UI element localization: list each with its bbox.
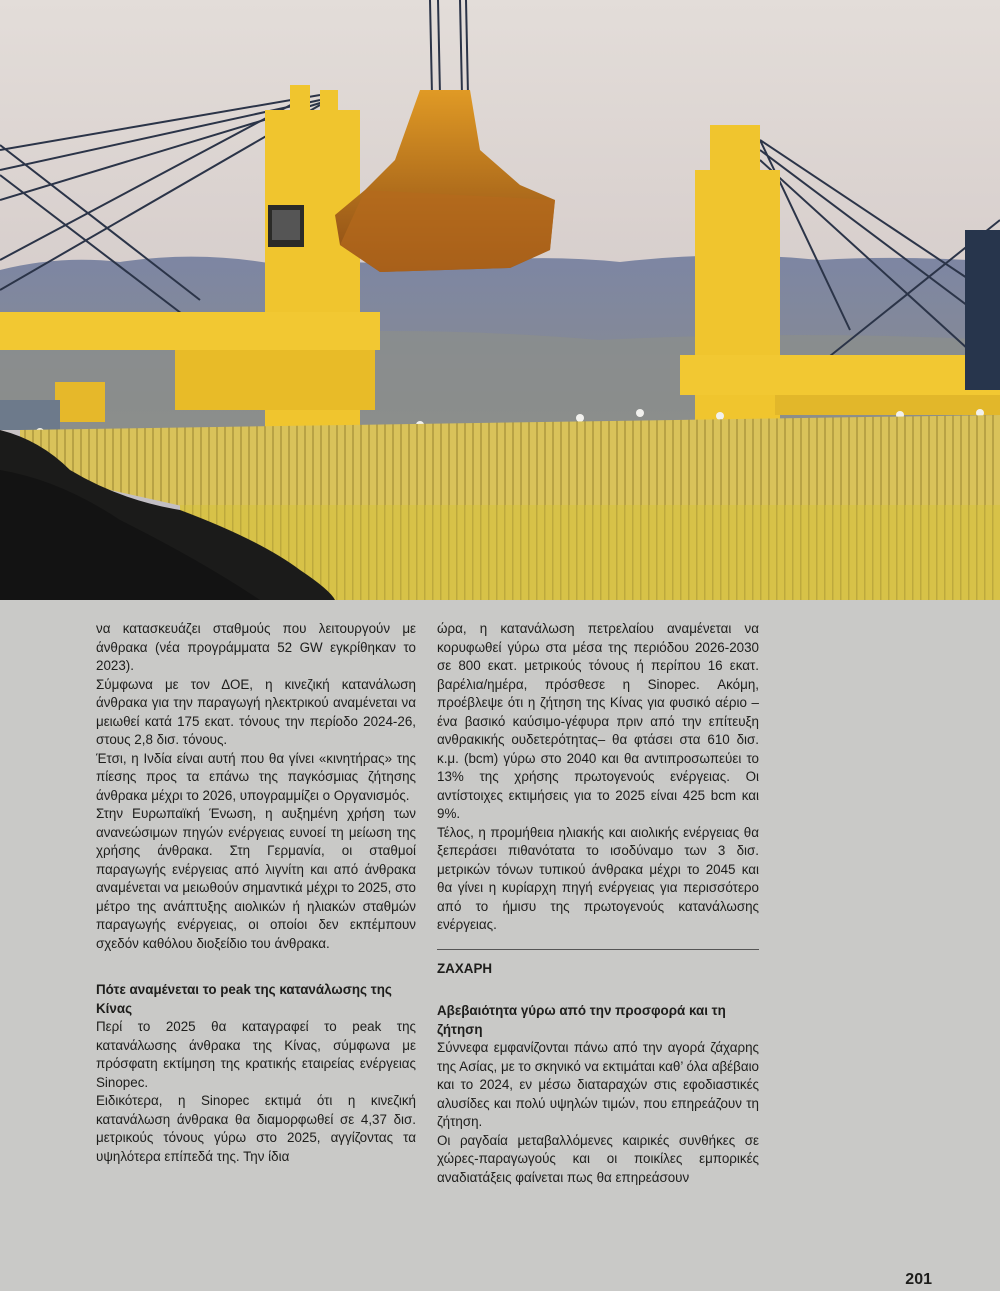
page-number: 201 bbox=[905, 1271, 932, 1288]
right-paragraph-3: Σύννεφα εμφανίζονται πάνω από την αγορά ζάχαρης της Ασίας, με το σκηνικό να εκτιμάται καθ’ όλα αβέβαιο και το 2024, εν μέσω διαταραχών στις εφοδιαστικές αλυσίδες και πολύ υψηλών τιμών, που επηρεάζουν τη ζήτηση. bbox=[437, 1040, 759, 1129]
left-paragraph-6: Ειδικότερα, η Sinopec εκτιμά ότι η κινεζική κατανάλωση άνθρακα θα διαμορφωθεί σε 4,37 δισ. μετρικούς τόνους γύρω στο 2025, αγγίζοντας τα υψηλότερα επίπεδά της. Την ίδια bbox=[96, 1093, 416, 1164]
right-paragraph-1: ώρα, η κατανάλωση πετρελαίου αναμένεται να κορυφωθεί γύρω στα μέσα της περιόδου 2026-2030 σε 800 εκατ. μετρικούς τόνους ή περίπου 16 εκατ. βαρέλια/ημέρα, πρόσθεσε η Sinopec. Ακόμη, προέβλεψε ότι η ζήτηση της Κίνας για φυσικό αέριο –ένα βασικό καύσιμο-γέφυρα πριν από την επίτευξη ανθρακικής ουδετερότητας– θα φτάσει στα 610 δισ. κ.μ. (bcm) γύρω στο 2040 και θα αντιπροσωπεύει το 13% της χρήσης πρωτογενούς ενέργειας. Οι αντίστοιχες εκτιμήσεις για το 2025 είναι 425 bcm και 9%. bbox=[437, 621, 759, 821]
left-column bbox=[96, 620, 416, 1166]
coal-port-photo bbox=[0, 0, 1000, 600]
left-paragraph-5: Περί το 2025 θα καταγραφεί το peak της κατανάλωσης άνθρακα της Κίνας, σύμφωνα με πρόσφατη εκτίμηση της κρατικής εταιρείας ενέργειας Sinopec. bbox=[96, 1019, 416, 1090]
left-paragraph-1: να κατασκευάζει σταθμούς που λειτουργούν με άνθρακα (νέα προγράμματα 52 GW εγκρίθηκαν το 2023). bbox=[96, 621, 416, 673]
left-paragraph-2: Σύμφωνα με τον ΔΟΕ, η κινεζική κατανάλωση άνθρακα για την παραγωγή ηλεκτρικού αναμένεται να μειωθεί κατά 175 εκατ. τόνους την περίοδο 2024-26, στους 2,8 δισ. τόνους. bbox=[96, 676, 416, 747]
right-paragraph-2: Τέλος, η προμήθεια ηλιακής και αιολικής ενέργειας θα ξεπεράσει πιθανότατα το ισοδύναμο των 3 δισ. μετρικών τόνων τυπικού άνθρακα μέχρι το 2045 και θα γίνει η κυρίαρχη πηγή ενέργειας για περισσότερο από το ήμισυ της πρωτογενούς κατανάλωσης ενέργειας. bbox=[437, 824, 759, 932]
subheading-china-peak: Πότε αναμένεται το peak της κατανάλωσης της Κίνας bbox=[96, 982, 392, 1016]
subheading-sugar-uncertainty: Αβεβαιότητα γύρω από την προσφορά και τη ζήτηση bbox=[437, 1003, 726, 1037]
right-paragraph-4: Οι ραγδαία μεταβαλλόμενες καιρικές συνθήκες σε χώρες-παραγωγούς και οι ποικίλες εμπορικές αναδιατάξεις φαίνεται πως θα επηρεάσουν bbox=[437, 1132, 759, 1185]
left-paragraph-4: Στην Ευρωπαϊκή Ένωση, η αυξημένη χρήση των ανανεώσιμων πηγών ενέργειας ευνοεί τη μείωση της χρήσης άνθρακα. Στη Γερμανία, οι σταθμοί παραγωγής ενέργειας από λιγνίτη και από άνθρακα αναμένεται να μειωθούν σημαντικά μέχρι το 2025, στο μέτρο της ανάπτυξης αιολικών ή ηλιακών σταθμών παραγωγής ενέργειας, οι οποίοι δεν εκπέμπουν σχεδόν καθόλου διοξείδιο του άνθρακα. bbox=[96, 806, 416, 951]
right-column bbox=[437, 620, 759, 1187]
section-divider bbox=[437, 949, 759, 950]
spacer bbox=[96, 953, 416, 981]
left-paragraph-3: Έτσι, η Ινδία είναι αυτή που θα γίνει «κινητήρας» της πίεσης προς τα επάνω της παγκόσμιας ζήτησης άνθρακα μέχρι το 2026, υπογραμμίζει ο Οργανισμός. bbox=[96, 750, 416, 803]
section-title-sugar: ΖΑΧΑΡΗ bbox=[437, 960, 493, 976]
